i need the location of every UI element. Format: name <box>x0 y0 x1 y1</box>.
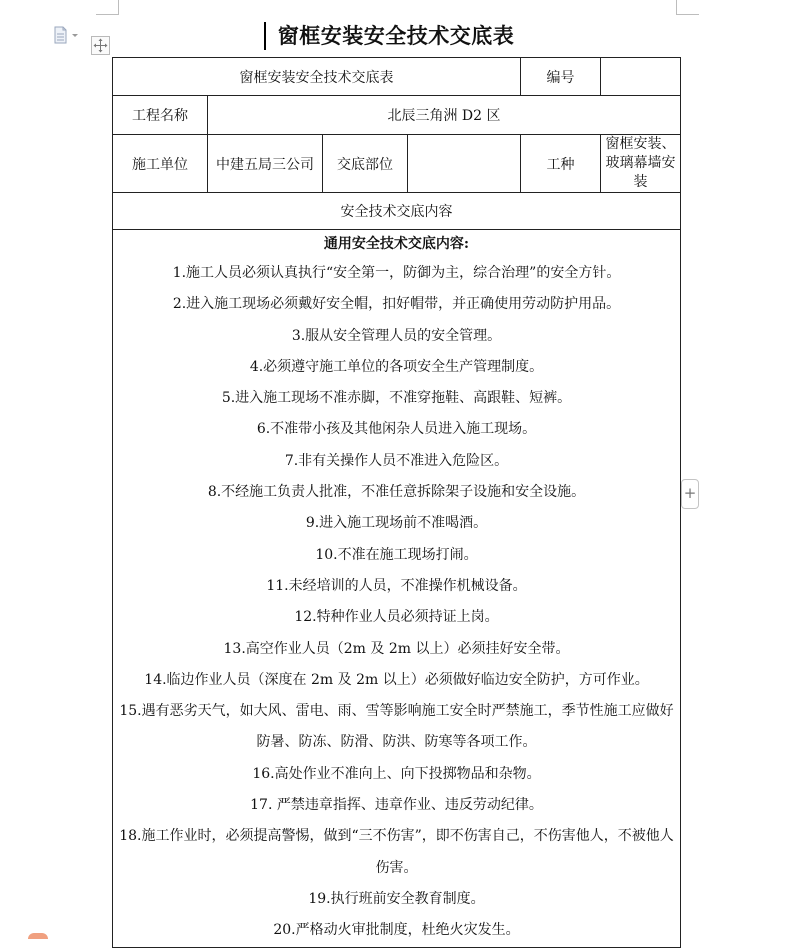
content-section-row <box>113 193 681 230</box>
content-row <box>113 230 681 948</box>
project-name-label[interactable]: 工程名称 <box>113 96 208 135</box>
rule-item: 7.非有关操作人员不准进入危险区。 <box>284 452 509 469</box>
rule-item: 14.临边作业人员（深度在 2m 及 2m 以上）必须做好临边安全防护，方可作业。 <box>144 671 649 688</box>
rule-item: 15.遇有恶劣天气，如大风、雷电、雨、雪等影响施工安全时严禁施工，季节性施工应做好防暑、防冻、防滑、防洪、防寒等各项工作。 <box>119 703 674 751</box>
content-heading: 通用安全技术交底内容: <box>323 236 470 252</box>
content-section-label[interactable]: 安全技术交底内容 <box>113 193 681 230</box>
construction-unit-value[interactable]: 中建五局三公司 <box>208 135 323 193</box>
rule-item: 2.进入施工现场必须戴好安全帽，扣好帽带，并正确使用劳动防护用品。 <box>172 296 621 313</box>
briefing-part-label[interactable]: 交底部位 <box>323 135 408 193</box>
rule-item: 8.不经施工负责人批准，不准任意拆除架子设施和安全设施。 <box>207 484 586 501</box>
document-title[interactable]: 窗框安装安全技术交底表 <box>277 23 515 48</box>
rule-item: 4.必须遵守施工单位的各项安全生产管理制度。 <box>249 358 544 375</box>
rule-item: 13.高空作业人员（2m 及 2m 以上）必须挂好安全带。 <box>223 640 570 657</box>
construction-unit-label[interactable]: 施工单位 <box>113 135 208 193</box>
project-name-row <box>113 96 681 135</box>
briefing-form-table <box>112 57 681 948</box>
rule-item: 16.高处作业不准向上、向下投掷物品和杂物。 <box>252 765 541 782</box>
margin-corner-top-right <box>676 0 699 15</box>
rule-item: 18.施工作业时，必须提高警惕，做到“三不伤害”，即不伤害自己，不伤害他人，不被他人伤害。 <box>119 828 674 876</box>
rule-list <box>113 258 680 947</box>
rule-item: 11.未经培训的人员，不准操作机械设备。 <box>266 577 527 594</box>
project-name-value[interactable]: 北辰三角洲 D2 区 <box>208 96 681 135</box>
rule-item: 12.特种作业人员必须持证上岗。 <box>294 609 499 626</box>
form-header-row <box>113 58 681 96</box>
scroll-indicator <box>28 933 48 939</box>
content-cell[interactable] <box>113 230 681 948</box>
number-value[interactable] <box>601 58 681 96</box>
chevron-down-icon <box>72 34 78 37</box>
number-label[interactable]: 编号 <box>521 58 601 96</box>
rule-item: 20.严格动火审批制度，杜绝火灾发生。 <box>273 922 520 939</box>
move-handle-icon[interactable] <box>91 36 110 55</box>
briefing-part-value[interactable] <box>408 135 521 193</box>
job-type-value[interactable]: 窗框安装、玻璃幕墙安装 <box>601 135 681 193</box>
plus-icon: + <box>683 484 697 502</box>
rule-item: 9.进入施工现场前不准喝酒。 <box>305 515 488 532</box>
add-column-button[interactable] <box>681 479 699 509</box>
construction-info-row <box>113 135 681 193</box>
rule-item: 6.不准带小孩及其他闲杂人员进入施工现场。 <box>256 421 537 438</box>
rule-item: 10.不准在施工现场打闹。 <box>315 546 478 563</box>
rule-item: 17. 严禁违章指挥、违章作业、违反劳动纪律。 <box>250 797 543 814</box>
document-icon[interactable] <box>52 26 80 44</box>
form-header-label[interactable]: 窗框安装安全技术交底表 <box>113 58 521 96</box>
rule-item: 19.执行班前安全教育制度。 <box>308 890 485 907</box>
job-type-label[interactable]: 工种 <box>521 135 601 193</box>
rule-item: 5.进入施工现场不准赤脚，不准穿拖鞋、高跟鞋、短裤。 <box>221 390 572 407</box>
margin-corner-top-left <box>96 0 119 15</box>
rule-item: 1.施工人员必须认真执行“安全第一，防御为主，综合治理”的安全方针。 <box>172 265 621 281</box>
rule-item: 3.服从安全管理人员的安全管理。 <box>291 327 502 344</box>
